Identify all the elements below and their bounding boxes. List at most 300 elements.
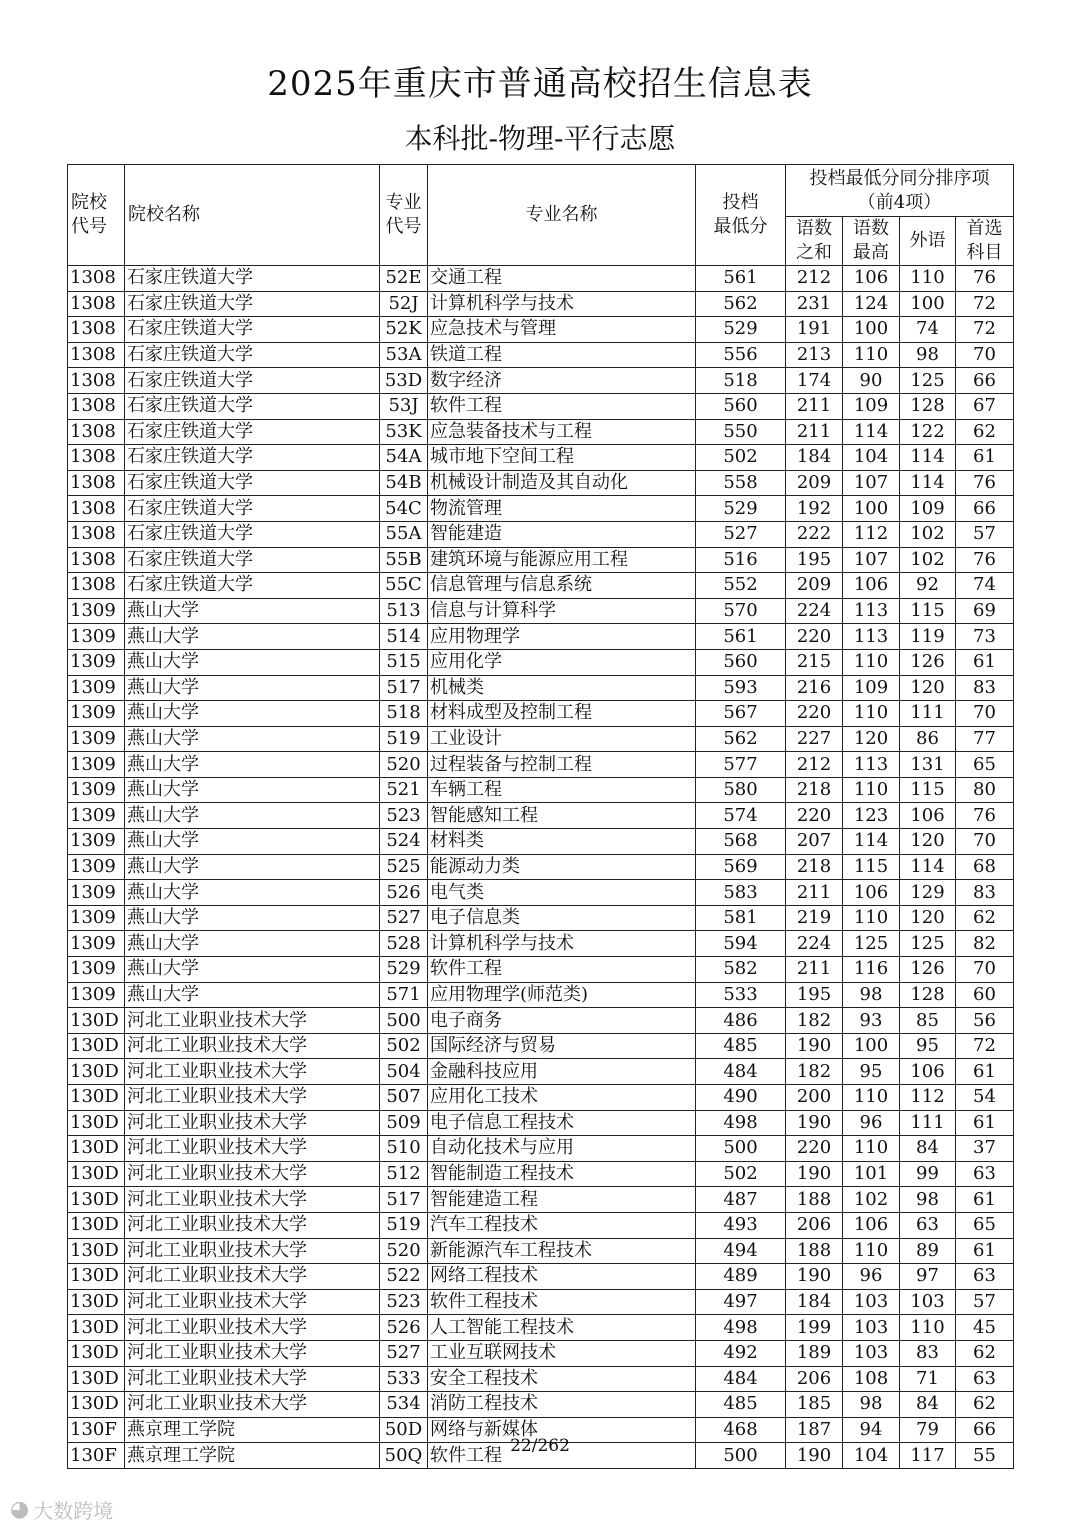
cell-chinese-math-sum: 199 (786, 1315, 843, 1341)
cell-school-name: 石家庄铁道大学 (125, 470, 380, 496)
cell-chinese-math-sum: 216 (786, 675, 843, 701)
cell-chinese-math-max: 98 (843, 1392, 900, 1418)
cell-chinese-math-sum: 192 (786, 496, 843, 522)
table-row (68, 726, 1014, 752)
cell-foreign: 63 (900, 1212, 956, 1238)
cell-first-subject: 57 (956, 1289, 1014, 1315)
cell-chinese-math-sum: 188 (786, 1187, 843, 1213)
table-row (68, 521, 1014, 547)
cell-chinese-math-max: 96 (843, 1110, 900, 1136)
table-row (68, 931, 1014, 957)
table-row (68, 368, 1014, 394)
table-row (68, 266, 1014, 292)
cell-school-name: 河北工业职业技术大学 (125, 1187, 380, 1213)
cell-chinese-math-sum: 218 (786, 777, 843, 803)
cell-school-name: 燕山大学 (125, 726, 380, 752)
cell-school-code: 130D (68, 1033, 125, 1059)
cell-chinese-math-sum: 206 (786, 1212, 843, 1238)
cell-foreign: 115 (900, 598, 956, 624)
cell-first-subject: 66 (956, 1417, 1014, 1443)
table-row (68, 1366, 1014, 1392)
table-row (68, 803, 1014, 829)
cell-foreign: 114 (900, 470, 956, 496)
cell-foreign: 71 (900, 1366, 956, 1392)
table-row (68, 1212, 1014, 1238)
cell-min-score: 485 (696, 1392, 786, 1418)
table-row (68, 1161, 1014, 1187)
cell-chinese-math-sum: 224 (786, 598, 843, 624)
cell-min-score: 580 (696, 777, 786, 803)
cell-chinese-math-max: 115 (843, 854, 900, 880)
watermark-logo-icon: ◕ (10, 1497, 30, 1522)
cell-foreign: 83 (900, 1340, 956, 1366)
cell-school-code: 130F (68, 1443, 125, 1469)
cell-first-subject: 68 (956, 854, 1014, 880)
cell-chinese-math-max: 95 (843, 1059, 900, 1085)
cell-major-name: 电子商务 (428, 1008, 696, 1034)
cell-school-code: 130D (68, 1008, 125, 1034)
cell-chinese-math-sum: 184 (786, 445, 843, 471)
cell-major-code: 513 (380, 598, 428, 624)
cell-foreign: 131 (900, 752, 956, 778)
cell-major-name: 软件工程 (428, 393, 696, 419)
cell-min-score: 558 (696, 470, 786, 496)
cell-foreign: 100 (900, 291, 956, 317)
page-title: 2025年重庆市普通高校招生信息表 (267, 64, 813, 104)
cell-min-score: 529 (696, 496, 786, 522)
cell-major-name: 车辆工程 (428, 777, 696, 803)
cell-foreign: 122 (900, 419, 956, 445)
cell-min-score: 560 (696, 649, 786, 675)
cell-major-code: 514 (380, 624, 428, 650)
cell-school-code: 1309 (68, 905, 125, 931)
cell-school-code: 130F (68, 1417, 125, 1443)
cell-major-name: 人工智能工程技术 (428, 1315, 696, 1341)
cell-school-code: 130D (68, 1085, 125, 1111)
cell-first-subject: 66 (956, 368, 1014, 394)
cell-chinese-math-sum: 182 (786, 1059, 843, 1085)
cell-school-code: 1308 (68, 521, 125, 547)
cell-school-code: 1309 (68, 931, 125, 957)
cell-major-name: 网络工程技术 (428, 1264, 696, 1290)
cell-min-score: 583 (696, 880, 786, 906)
cell-min-score: 516 (696, 547, 786, 573)
cell-major-name: 材料成型及控制工程 (428, 701, 696, 727)
cell-major-name: 工业互联网技术 (428, 1340, 696, 1366)
cell-min-score: 500 (696, 1136, 786, 1162)
cell-school-name: 石家庄铁道大学 (125, 266, 380, 292)
cell-foreign: 125 (900, 368, 956, 394)
cell-major-name: 汽车工程技术 (428, 1212, 696, 1238)
cell-min-score: 484 (696, 1366, 786, 1392)
cell-school-name: 燕山大学 (125, 598, 380, 624)
admission-table (67, 164, 1014, 1469)
cell-foreign: 102 (900, 521, 956, 547)
cell-first-subject: 61 (956, 1238, 1014, 1264)
cell-school-name: 河北工业职业技术大学 (125, 1366, 380, 1392)
cell-major-code: 512 (380, 1161, 428, 1187)
cell-school-name: 燕山大学 (125, 931, 380, 957)
cell-chinese-math-sum: 213 (786, 342, 843, 368)
cell-major-code: 55B (380, 547, 428, 573)
cell-chinese-math-sum: 209 (786, 573, 843, 599)
cell-major-name: 国际经济与贸易 (428, 1033, 696, 1059)
cell-chinese-math-max: 100 (843, 496, 900, 522)
cell-chinese-math-max: 106 (843, 266, 900, 292)
cell-chinese-math-sum: 211 (786, 393, 843, 419)
cell-major-name: 机械设计制造及其自动化 (428, 470, 696, 496)
cell-foreign: 111 (900, 1110, 956, 1136)
cell-major-code: 510 (380, 1136, 428, 1162)
cell-school-code: 1308 (68, 445, 125, 471)
cell-major-name: 安全工程技术 (428, 1366, 696, 1392)
cell-major-code: 55A (380, 521, 428, 547)
table-row (68, 777, 1014, 803)
cell-school-name: 石家庄铁道大学 (125, 342, 380, 368)
cell-major-name: 建筑环境与能源应用工程 (428, 547, 696, 573)
cell-school-code: 1309 (68, 982, 125, 1008)
cell-school-code: 1308 (68, 470, 125, 496)
cell-school-name: 河北工业职业技术大学 (125, 1008, 380, 1034)
cell-first-subject: 70 (956, 957, 1014, 983)
cell-major-name: 应急装备技术与工程 (428, 419, 696, 445)
cell-major-name: 应用化工技术 (428, 1085, 696, 1111)
cell-foreign: 95 (900, 1033, 956, 1059)
cell-foreign: 120 (900, 905, 956, 931)
table-row (68, 1264, 1014, 1290)
cell-chinese-math-sum: 195 (786, 982, 843, 1008)
cell-school-code: 130D (68, 1161, 125, 1187)
cell-chinese-math-max: 110 (843, 1136, 900, 1162)
cell-foreign: 128 (900, 393, 956, 419)
cell-school-name: 河北工业职业技术大学 (125, 1238, 380, 1264)
header-school-code: 院校 代号 (68, 165, 125, 266)
table-row (68, 752, 1014, 778)
cell-first-subject: 61 (956, 1059, 1014, 1085)
cell-min-score: 569 (696, 854, 786, 880)
cell-min-score: 502 (696, 1161, 786, 1187)
cell-foreign: 89 (900, 1238, 956, 1264)
cell-school-code: 1308 (68, 368, 125, 394)
cell-foreign: 110 (900, 266, 956, 292)
cell-major-name: 信息与计算科学 (428, 598, 696, 624)
cell-school-code: 130D (68, 1392, 125, 1418)
cell-chinese-math-sum: 190 (786, 1110, 843, 1136)
cell-chinese-math-sum: 209 (786, 470, 843, 496)
cell-major-code: 527 (380, 905, 428, 931)
table-row (68, 675, 1014, 701)
cell-school-code: 130D (68, 1238, 125, 1264)
cell-school-name: 河北工业职业技术大学 (125, 1340, 380, 1366)
table-row (68, 701, 1014, 727)
cell-major-name: 智能制造工程技术 (428, 1161, 696, 1187)
cell-school-code: 1308 (68, 496, 125, 522)
cell-major-code: 55C (380, 573, 428, 599)
cell-min-score: 529 (696, 317, 786, 343)
cell-school-name: 燕山大学 (125, 649, 380, 675)
cell-chinese-math-sum: 222 (786, 521, 843, 547)
cell-school-code: 130D (68, 1264, 125, 1290)
cell-major-code: 527 (380, 1340, 428, 1366)
cell-foreign: 115 (900, 777, 956, 803)
cell-first-subject: 72 (956, 1033, 1014, 1059)
cell-major-code: 529 (380, 957, 428, 983)
cell-major-name: 交通工程 (428, 266, 696, 292)
table-row (68, 1008, 1014, 1034)
cell-foreign: 117 (900, 1443, 956, 1469)
cell-major-code: 525 (380, 854, 428, 880)
cell-school-name: 燕山大学 (125, 982, 380, 1008)
cell-chinese-math-max: 110 (843, 777, 900, 803)
cell-first-subject: 76 (956, 803, 1014, 829)
cell-chinese-math-max: 104 (843, 445, 900, 471)
cell-major-name: 软件工程 (428, 1443, 696, 1469)
cell-min-score: 492 (696, 1340, 786, 1366)
cell-major-name: 应用物理学 (428, 624, 696, 650)
cell-school-name: 河北工业职业技术大学 (125, 1315, 380, 1341)
cell-chinese-math-sum: 211 (786, 880, 843, 906)
cell-major-code: 524 (380, 829, 428, 855)
cell-major-code: 504 (380, 1059, 428, 1085)
table-row (68, 1033, 1014, 1059)
cell-chinese-math-sum: 211 (786, 419, 843, 445)
cell-school-name: 河北工业职业技术大学 (125, 1033, 380, 1059)
cell-min-score: 582 (696, 957, 786, 983)
cell-min-score: 490 (696, 1085, 786, 1111)
cell-school-code: 1309 (68, 957, 125, 983)
cell-first-subject: 70 (956, 701, 1014, 727)
table-row (68, 829, 1014, 855)
cell-chinese-math-sum: 220 (786, 701, 843, 727)
cell-school-code: 1309 (68, 829, 125, 855)
cell-school-code: 1309 (68, 752, 125, 778)
cell-foreign: 98 (900, 342, 956, 368)
cell-min-score: 500 (696, 1443, 786, 1469)
cell-foreign: 84 (900, 1392, 956, 1418)
cell-first-subject: 76 (956, 470, 1014, 496)
cell-first-subject: 61 (956, 1187, 1014, 1213)
cell-first-subject: 63 (956, 1161, 1014, 1187)
cell-min-score: 562 (696, 726, 786, 752)
cell-school-code: 1308 (68, 317, 125, 343)
cell-first-subject: 82 (956, 931, 1014, 957)
cell-foreign: 125 (900, 931, 956, 957)
cell-chinese-math-sum: 231 (786, 291, 843, 317)
cell-major-code: 519 (380, 726, 428, 752)
cell-first-subject: 61 (956, 445, 1014, 471)
cell-major-code: 50D (380, 1417, 428, 1443)
cell-major-name: 工业设计 (428, 726, 696, 752)
cell-school-name: 石家庄铁道大学 (125, 393, 380, 419)
cell-chinese-math-sum: 207 (786, 829, 843, 855)
cell-chinese-math-sum: 185 (786, 1392, 843, 1418)
cell-school-name: 燕山大学 (125, 880, 380, 906)
cell-min-score: 562 (696, 291, 786, 317)
cell-chinese-math-max: 114 (843, 829, 900, 855)
table-row (68, 445, 1014, 471)
cell-school-code: 1309 (68, 624, 125, 650)
cell-school-code: 1308 (68, 547, 125, 573)
cell-major-code: 52E (380, 266, 428, 292)
cell-chinese-math-max: 110 (843, 342, 900, 368)
cell-major-code: 515 (380, 649, 428, 675)
cell-chinese-math-sum: 206 (786, 1366, 843, 1392)
cell-school-name: 燕京理工学院 (125, 1443, 380, 1469)
cell-major-name: 应急技术与管理 (428, 317, 696, 343)
cell-chinese-math-max: 98 (843, 982, 900, 1008)
cell-major-name: 新能源汽车工程技术 (428, 1238, 696, 1264)
cell-min-score: 533 (696, 982, 786, 1008)
cell-major-name: 软件工程 (428, 957, 696, 983)
cell-major-code: 517 (380, 1187, 428, 1213)
cell-major-name: 智能建造 (428, 521, 696, 547)
cell-min-score: 498 (696, 1110, 786, 1136)
cell-foreign: 129 (900, 880, 956, 906)
cell-chinese-math-max: 110 (843, 701, 900, 727)
cell-chinese-math-sum: 184 (786, 1289, 843, 1315)
cell-major-name: 能源动力类 (428, 854, 696, 880)
cell-school-name: 石家庄铁道大学 (125, 368, 380, 394)
cell-first-subject: 45 (956, 1315, 1014, 1341)
cell-first-subject: 70 (956, 829, 1014, 855)
cell-first-subject: 61 (956, 1110, 1014, 1136)
cell-major-code: 53D (380, 368, 428, 394)
cell-first-subject: 63 (956, 1264, 1014, 1290)
cell-major-code: 509 (380, 1110, 428, 1136)
cell-school-code: 1309 (68, 649, 125, 675)
table-row (68, 854, 1014, 880)
cell-first-subject: 66 (956, 496, 1014, 522)
cell-school-code: 1308 (68, 573, 125, 599)
page-number: 22/262 (510, 1436, 570, 1456)
cell-chinese-math-sum: 215 (786, 649, 843, 675)
cell-min-score: 594 (696, 931, 786, 957)
cell-min-score: 570 (696, 598, 786, 624)
cell-chinese-math-sum: 195 (786, 547, 843, 573)
cell-major-name: 铁道工程 (428, 342, 696, 368)
cell-school-name: 燕京理工学院 (125, 1417, 380, 1443)
cell-major-name: 软件工程技术 (428, 1289, 696, 1315)
cell-major-name: 网络与新媒体 (428, 1417, 696, 1443)
cell-min-score: 568 (696, 829, 786, 855)
cell-foreign: 120 (900, 829, 956, 855)
cell-foreign: 119 (900, 624, 956, 650)
cell-chinese-math-max: 106 (843, 1212, 900, 1238)
cell-major-code: 52K (380, 317, 428, 343)
cell-chinese-math-max: 104 (843, 1443, 900, 1469)
cell-chinese-math-max: 110 (843, 1238, 900, 1264)
cell-min-score: 518 (696, 368, 786, 394)
cell-chinese-math-sum: 220 (786, 803, 843, 829)
cell-major-name: 城市地下空间工程 (428, 445, 696, 471)
cell-min-score: 485 (696, 1033, 786, 1059)
cell-major-code: 519 (380, 1212, 428, 1238)
cell-major-name: 自动化技术与应用 (428, 1136, 696, 1162)
cell-min-score: 560 (696, 393, 786, 419)
cell-major-code: 528 (380, 931, 428, 957)
table-row (68, 470, 1014, 496)
cell-first-subject: 74 (956, 573, 1014, 599)
table-row (68, 496, 1014, 522)
cell-school-code: 1309 (68, 777, 125, 803)
cell-chinese-math-max: 103 (843, 1340, 900, 1366)
table-row (68, 573, 1014, 599)
cell-major-name: 材料类 (428, 829, 696, 855)
cell-chinese-math-max: 102 (843, 1187, 900, 1213)
cell-school-code: 130D (68, 1289, 125, 1315)
watermark-text: 大数跨境 (33, 1499, 114, 1523)
cell-major-code: 517 (380, 675, 428, 701)
cell-min-score: 527 (696, 521, 786, 547)
cell-chinese-math-max: 103 (843, 1289, 900, 1315)
cell-major-name: 智能建造工程 (428, 1187, 696, 1213)
cell-major-code: 53J (380, 393, 428, 419)
cell-min-score: 494 (696, 1238, 786, 1264)
cell-chinese-math-sum: 189 (786, 1340, 843, 1366)
header-foreign: 外语 (900, 217, 956, 266)
cell-major-code: 521 (380, 777, 428, 803)
cell-chinese-math-max: 123 (843, 803, 900, 829)
cell-school-code: 130D (68, 1340, 125, 1366)
cell-school-name: 河北工业职业技术大学 (125, 1392, 380, 1418)
cell-foreign: 114 (900, 445, 956, 471)
cell-min-score: 493 (696, 1212, 786, 1238)
table-row (68, 1085, 1014, 1111)
table-row (68, 982, 1014, 1008)
cell-chinese-math-sum: 188 (786, 1238, 843, 1264)
table-row (68, 1289, 1014, 1315)
cell-chinese-math-max: 107 (843, 547, 900, 573)
table-row (68, 547, 1014, 573)
cell-major-code: 522 (380, 1264, 428, 1290)
header-first-subject: 首选 科目 (956, 217, 1014, 266)
table-row (68, 1392, 1014, 1418)
cell-major-name: 应用物理学(师范类) (428, 982, 696, 1008)
cell-major-code: 520 (380, 1238, 428, 1264)
cell-major-code: 54C (380, 496, 428, 522)
cell-min-score: 577 (696, 752, 786, 778)
cell-chinese-math-sum: 224 (786, 931, 843, 957)
cell-chinese-math-max: 100 (843, 1033, 900, 1059)
cell-foreign: 74 (900, 317, 956, 343)
cell-school-code: 130D (68, 1110, 125, 1136)
cell-chinese-math-sum: 200 (786, 1085, 843, 1111)
cell-chinese-math-max: 114 (843, 419, 900, 445)
cell-school-name: 河北工业职业技术大学 (125, 1085, 380, 1111)
cell-major-code: 53A (380, 342, 428, 368)
cell-first-subject: 73 (956, 624, 1014, 650)
cell-chinese-math-max: 90 (843, 368, 900, 394)
cell-major-name: 消防工程技术 (428, 1392, 696, 1418)
cell-first-subject: 72 (956, 291, 1014, 317)
cell-min-score: 593 (696, 675, 786, 701)
cell-major-name: 电子信息工程技术 (428, 1110, 696, 1136)
cell-school-code: 1309 (68, 701, 125, 727)
cell-chinese-math-max: 107 (843, 470, 900, 496)
cell-foreign: 97 (900, 1264, 956, 1290)
table-row (68, 1238, 1014, 1264)
cell-major-code: 523 (380, 803, 428, 829)
cell-first-subject: 83 (956, 880, 1014, 906)
cell-chinese-math-max: 110 (843, 649, 900, 675)
cell-foreign: 86 (900, 726, 956, 752)
cell-min-score: 497 (696, 1289, 786, 1315)
cell-chinese-math-max: 106 (843, 573, 900, 599)
cell-first-subject: 56 (956, 1008, 1014, 1034)
cell-major-name: 机械类 (428, 675, 696, 701)
cell-school-code: 1309 (68, 880, 125, 906)
cell-first-subject: 77 (956, 726, 1014, 752)
